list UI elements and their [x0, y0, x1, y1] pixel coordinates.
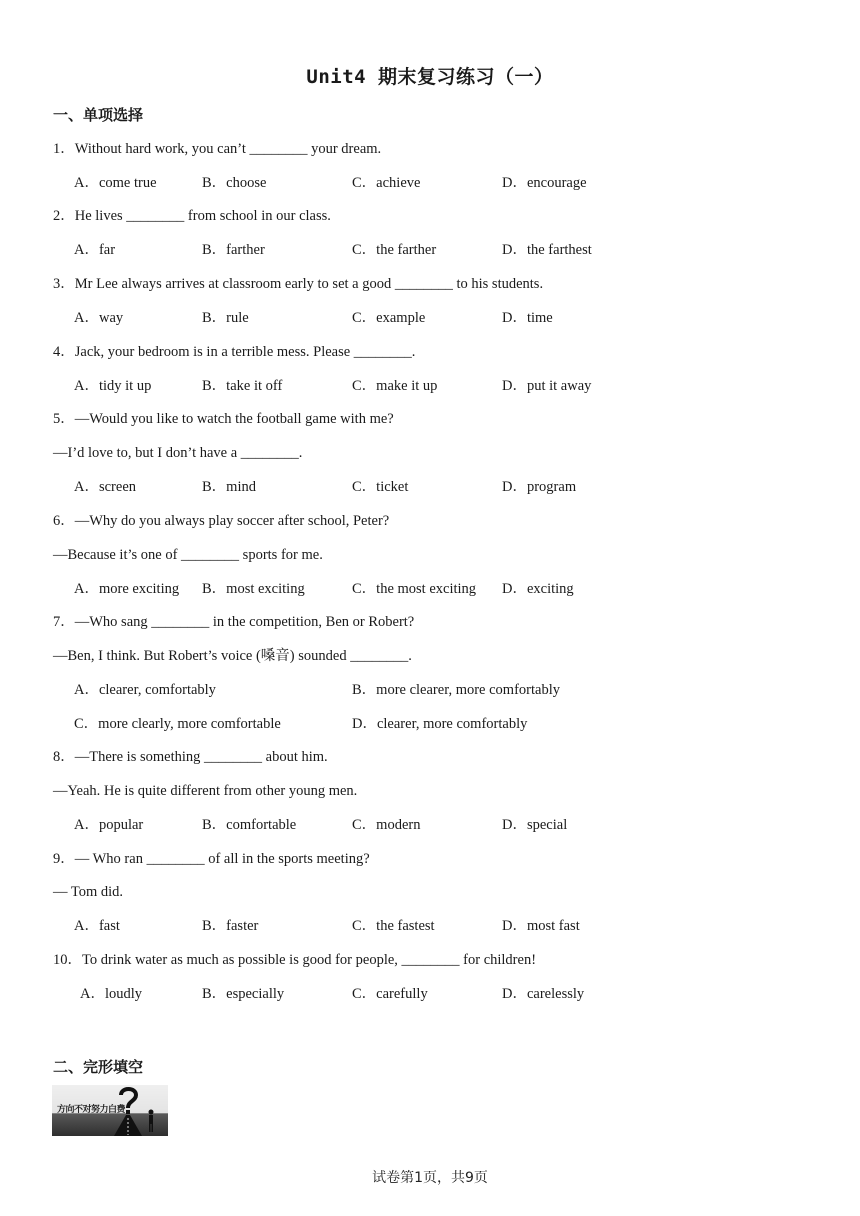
question-10-stem: 10．To drink water as much as possible is good for people, ________ for children! — [53, 952, 537, 968]
page-footer: 试卷第1页，共9页 — [372, 1170, 488, 1186]
option-c[interactable]: C．the fastest — [352, 918, 435, 934]
question-10-options — [0, 985, 860, 1003]
option-a[interactable]: A．more exciting — [74, 581, 180, 597]
option-a[interactable]: A．tidy it up — [74, 378, 152, 394]
option-b[interactable]: B．most exciting — [202, 581, 305, 597]
question-8-options — [0, 816, 860, 834]
option-c[interactable]: C．more clearly, more comfortable — [74, 716, 281, 732]
question-5-stem: 5．—Would you like to watch the football game with me? — [53, 411, 394, 427]
option-c[interactable]: C．example — [352, 310, 426, 326]
question-2-options — [0, 241, 860, 259]
option-d[interactable]: D．special — [502, 817, 568, 833]
option-a[interactable]: A．popular — [74, 817, 144, 833]
option-c[interactable]: C．ticket — [352, 479, 409, 495]
section-title-cloze: 二、完形填空 — [53, 1058, 144, 1076]
option-a[interactable]: A．way — [74, 310, 124, 326]
option-b[interactable]: B．mind — [202, 479, 256, 495]
option-d[interactable]: D．most fast — [502, 918, 580, 934]
option-c[interactable]: C．achieve — [352, 175, 421, 191]
question-1-stem: 1．Without hard work, you can’t ________ your dream. — [53, 141, 382, 157]
option-c[interactable]: C．modern — [352, 817, 421, 833]
option-a[interactable]: A．fast — [74, 918, 120, 934]
option-d[interactable]: D．encourage — [502, 175, 587, 191]
option-b[interactable]: B．comfortable — [202, 817, 297, 833]
question-7-stem: 7．—Who sang ________ in the competition, Ben or Robert? — [53, 614, 415, 630]
option-d[interactable]: D．program — [502, 479, 577, 495]
option-b[interactable]: B．more clearer, more comfortably — [352, 682, 560, 698]
question-3-stem: 3．Mr Lee always arrives at classroom early to set a good ________ to his students. — [53, 276, 544, 292]
option-a[interactable]: A．loudly — [80, 986, 143, 1002]
option-b[interactable]: B．take it off — [202, 378, 283, 394]
option-a[interactable]: A．far — [74, 242, 116, 258]
option-b[interactable]: B．rule — [202, 310, 249, 326]
page-title: Unit4 期末复习练习（一） — [306, 66, 554, 88]
cloze-illustration — [52, 1085, 168, 1136]
question-6-stem: 6．—Why do you always play soccer after school, Peter? — [53, 513, 390, 529]
question-9-stem: 9．— Who ran ________ of all in the sports meeting? — [53, 851, 370, 867]
question-3-options — [0, 309, 860, 327]
option-b[interactable]: B．farther — [202, 242, 265, 258]
option-a[interactable]: A．come true — [74, 175, 157, 191]
question-8-stem: 8．—There is something ________ about him. — [53, 749, 328, 765]
question-9-reply: — Tom did. — [53, 884, 124, 900]
option-d[interactable]: D．exciting — [502, 581, 574, 597]
option-c[interactable]: C．make it up — [352, 378, 438, 394]
section-title-multiple-choice: 一、单项选择 — [53, 106, 144, 124]
option-c[interactable]: C．carefully — [352, 986, 428, 1002]
question-mark-road-icon — [52, 1085, 168, 1136]
option-d[interactable]: D．clearer, more comfortably — [352, 716, 528, 732]
option-a[interactable]: A．clearer, comfortably — [74, 682, 216, 698]
question-6-options — [0, 580, 860, 598]
question-5-options — [0, 478, 860, 496]
option-b[interactable]: B．choose — [202, 175, 267, 191]
question-9-options — [0, 917, 860, 935]
option-d[interactable]: D．carelessly — [502, 986, 585, 1002]
question-7-options-row-1 — [0, 681, 860, 699]
question-4-stem: 4．Jack, your bedroom is in a terrible mess. Please ________. — [53, 344, 416, 360]
question-7-reply: —Ben, I think. But Robert’s voice (嗓音) sounded ________. — [53, 648, 412, 664]
illustration-caption: 方向不对努力白费 — [57, 1105, 126, 1115]
question-7-options-row-2 — [0, 715, 860, 733]
option-d[interactable]: D．put it away — [502, 378, 592, 394]
option-a[interactable]: A．screen — [74, 479, 137, 495]
question-1-options — [0, 174, 860, 192]
question-6-reply: —Because it’s one of ________ sports for me. — [53, 547, 323, 563]
question-8-reply: —Yeah. He is quite different from other young men. — [53, 783, 358, 799]
question-4-options — [0, 377, 860, 395]
question-2-stem: 2．He lives ________ from school in our class. — [53, 208, 331, 224]
option-c[interactable]: C．the most exciting — [352, 581, 477, 597]
option-d[interactable]: D．time — [502, 310, 553, 326]
question-5-reply: —I’d love to, but I don’t have a ________. — [53, 445, 303, 461]
option-b[interactable]: B．especially — [202, 986, 285, 1002]
option-c[interactable]: C．the farther — [352, 242, 437, 258]
option-b[interactable]: B．faster — [202, 918, 259, 934]
option-d[interactable]: D．the farthest — [502, 242, 592, 258]
